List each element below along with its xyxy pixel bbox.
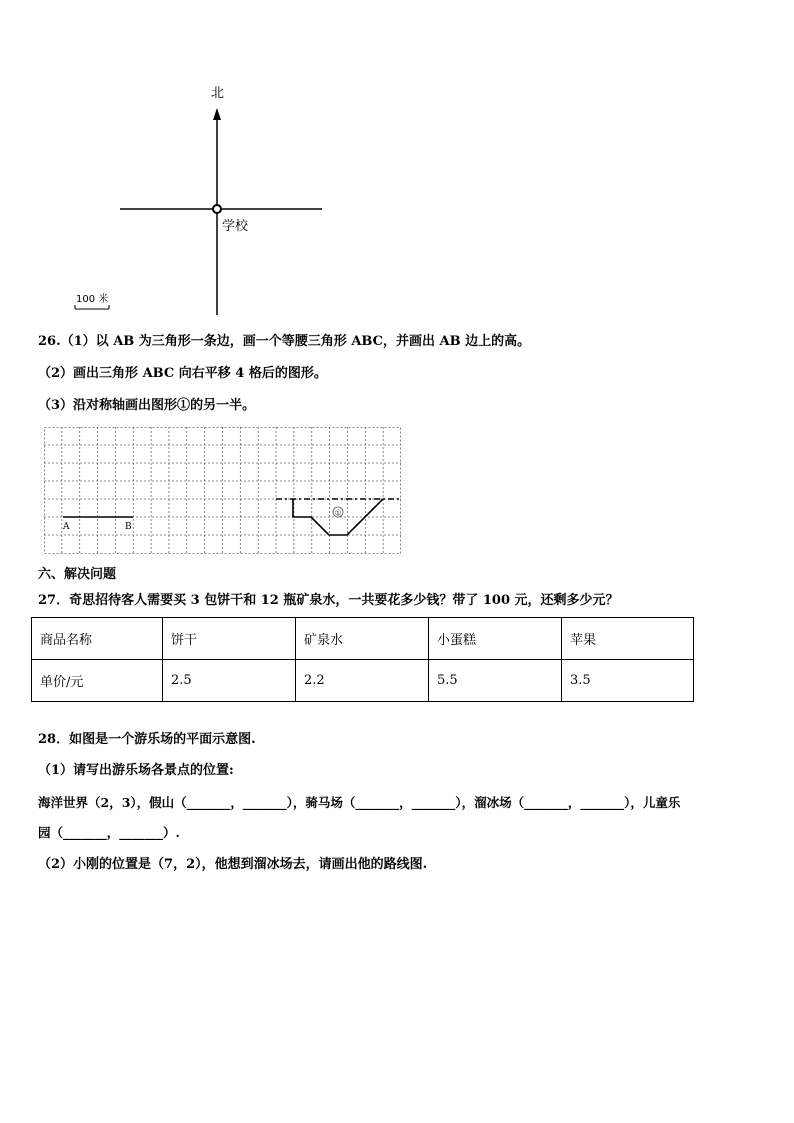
- price-table: [31, 617, 694, 702]
- q27-text: 27．奇思招待客人需要买 3 包饼干和 12 瓶矿泉水，一共要花多少钱？带了 100 元，还剩多少元？: [38, 593, 619, 608]
- table-cell: 苹果: [562, 618, 694, 660]
- table-cell: 矿泉水: [296, 618, 429, 660]
- q26-line2: （2）画出三角形 ABC 向右平移 4 格后的图形。: [38, 366, 327, 381]
- q26-line3-mark: ①: [177, 398, 191, 413]
- q26-line3-post: 的另一半。: [190, 398, 256, 413]
- point-b-label: B: [125, 522, 132, 532]
- north-label: 北: [211, 86, 225, 101]
- table-cell: 2.5: [163, 660, 296, 702]
- figure-one-mark: ①: [334, 508, 342, 518]
- grid-figure: [44, 427, 402, 554]
- q28-part1: （1）请写出游乐场各景点的位置:: [38, 763, 234, 778]
- table-cell: 2.2: [296, 660, 429, 702]
- q28-line-a: 海洋世界（2，3），假山（_______，_______），骑马场（_______，_______），溜冰场（_______，_______），儿童乐: [38, 795, 681, 810]
- q28-line-b: 园（_______，_______）.: [38, 825, 180, 840]
- point-a-label: A: [63, 522, 70, 532]
- section6-title: 六、解决问题: [38, 567, 117, 582]
- table-row: [32, 660, 694, 702]
- q28-part2: （2）小刚的位置是（7，2），他想到溜冰场去，请画出他的路线图.: [38, 857, 428, 872]
- q26-line1: 26.（1）以 AB 为三角形一条边，画一个等腰三角形 ABC，并画出 AB 边上的高。: [38, 334, 531, 349]
- school-label: 学校: [222, 219, 249, 234]
- table-cell: 饼干: [163, 618, 296, 660]
- q26-line3: [38, 398, 255, 414]
- map-figure: [0, 0, 794, 330]
- scale-label: 100 米: [76, 294, 109, 305]
- table-cell: 单价/元: [32, 660, 163, 702]
- table-cell: 3.5: [562, 660, 694, 702]
- q28-title: 28．如图是一个游乐场的平面示意图.: [38, 732, 256, 747]
- school-point-icon: [213, 205, 221, 213]
- q26-line3-pre: （3）沿对称轴画出图形: [38, 398, 178, 413]
- table-cell: 小蛋糕: [429, 618, 562, 660]
- table-cell: 商品名称: [32, 618, 163, 660]
- north-arrow-icon: [213, 108, 221, 120]
- table-cell: 5.5: [429, 660, 562, 702]
- table-header-row: [32, 618, 694, 660]
